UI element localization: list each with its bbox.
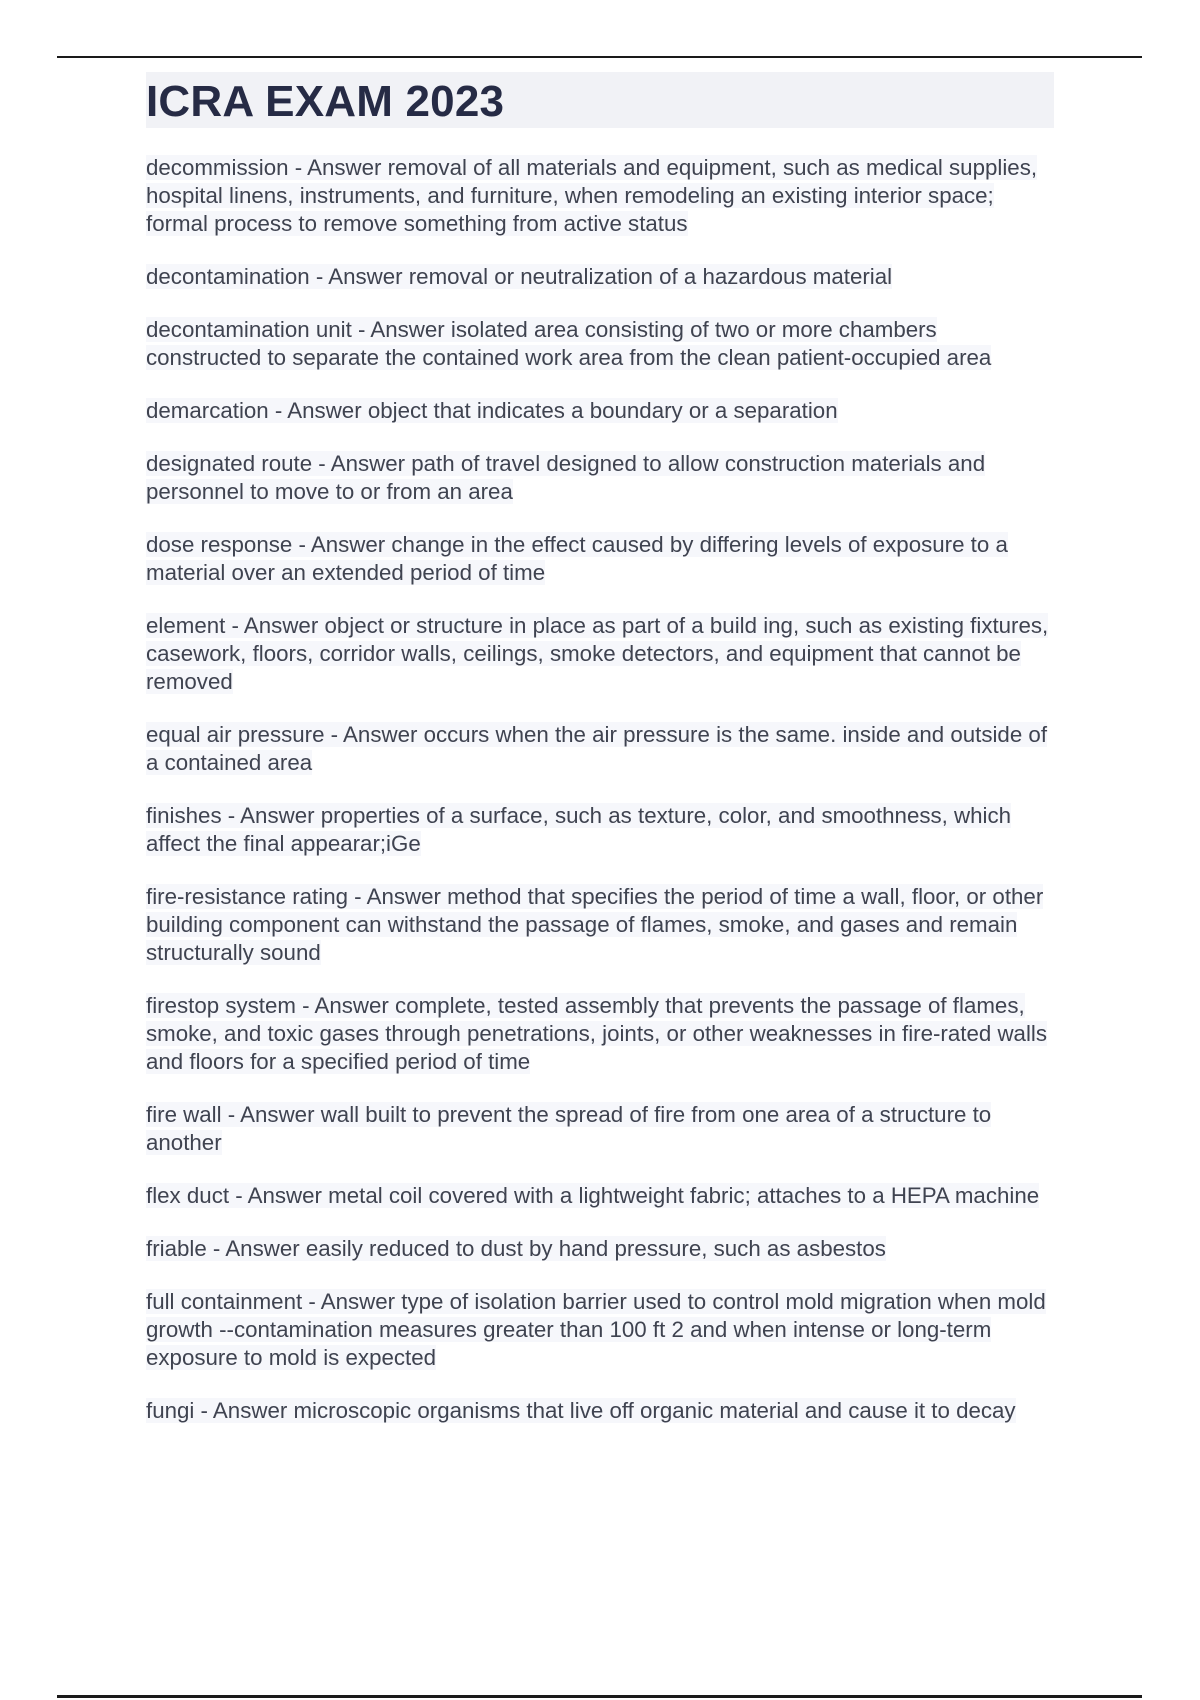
glossary-entry — [146, 263, 1054, 291]
glossary-entry-text: equal air pressure - Answer occurs when the air pressure is the same. inside and outside of a contained area — [146, 722, 1048, 775]
glossary-entry-text: element - Answer object or structure in place as part of a build ing, such as existing fixtures, casework, floors, corridor walls, ceilings, smoke detectors, and equipment that cannot be removed — [146, 613, 1049, 694]
glossary-entry — [146, 1288, 1054, 1372]
page-title: ICRA EXAM 2023 — [146, 77, 505, 126]
top-rule — [57, 56, 1142, 58]
glossary-entry-text: designated route - Answer path of travel designed to allow construction materials and personnel to move to or from an area — [146, 451, 986, 504]
glossary-entry-text: flex duct - Answer metal coil covered with a lightweight fabric; attaches to a HEPA machine — [146, 1183, 1040, 1208]
glossary-entry-text: fungi - Answer microscopic organisms that live off organic material and cause it to decay — [146, 1398, 1016, 1423]
glossary-entry-text: dose response - Answer change in the effect caused by differing levels of exposure to a material over an extended period of time — [146, 532, 1008, 585]
glossary-entry-text: fire-resistance rating - Answer method that specifies the period of time a wall, floor, or other building component can withstand the passage of flames, smoke, and gases and remain structurally sound — [146, 884, 1044, 965]
glossary-entry — [146, 450, 1054, 506]
glossary-entry — [146, 1235, 1054, 1263]
glossary-entry — [146, 316, 1054, 372]
glossary-entry — [146, 612, 1054, 696]
glossary-entry-text: friable - Answer easily reduced to dust by hand pressure, such as asbestos — [146, 1236, 886, 1261]
glossary-entry — [146, 397, 1054, 425]
glossary-entry — [146, 992, 1054, 1076]
glossary-entry-text: decommission - Answer removal of all materials and equipment, such as medical supplies, hospital linens, instruments, and furniture, when remodeling an existing interior space; formal process to remove something from active status — [146, 155, 1038, 236]
glossary-entry — [146, 883, 1054, 967]
glossary-list — [146, 154, 1054, 1425]
glossary-entry — [146, 1101, 1054, 1157]
bottom-rule — [57, 1695, 1142, 1698]
glossary-entry-text: fire wall - Answer wall built to prevent the spread of fire from one area of a structure to another — [146, 1102, 992, 1155]
glossary-entry-text: finishes - Answer properties of a surface, such as texture, color, and smoothness, which affect the final appearar;iGe — [146, 803, 1012, 856]
glossary-entry — [146, 531, 1054, 587]
document-content — [146, 72, 1054, 1450]
title-band — [146, 72, 1054, 128]
glossary-entry — [146, 721, 1054, 777]
glossary-entry — [146, 1182, 1054, 1210]
glossary-entry — [146, 154, 1054, 238]
glossary-entry-text: decontamination unit - Answer isolated area consisting of two or more chambers constructed to separate the contained work area from the clean patient-occupied area — [146, 317, 992, 370]
glossary-entry — [146, 802, 1054, 858]
glossary-entry-text: full containment - Answer type of isolation barrier used to control mold migration when mold growth --contamination measures greater than 100 ft 2 and when intense or long-term exposure to mold is expected — [146, 1289, 1046, 1370]
glossary-entry — [146, 1397, 1054, 1425]
glossary-entry-text: firestop system - Answer complete, tested assembly that prevents the passage of flames, smoke, and toxic gases through penetrations, joints, or other weaknesses in fire-rated walls and floors for a specified period of time — [146, 993, 1048, 1074]
glossary-entry-text: demarcation - Answer object that indicates a boundary or a separation — [146, 398, 838, 423]
glossary-entry-text: decontamination - Answer removal or neutralization of a hazardous material — [146, 264, 893, 289]
